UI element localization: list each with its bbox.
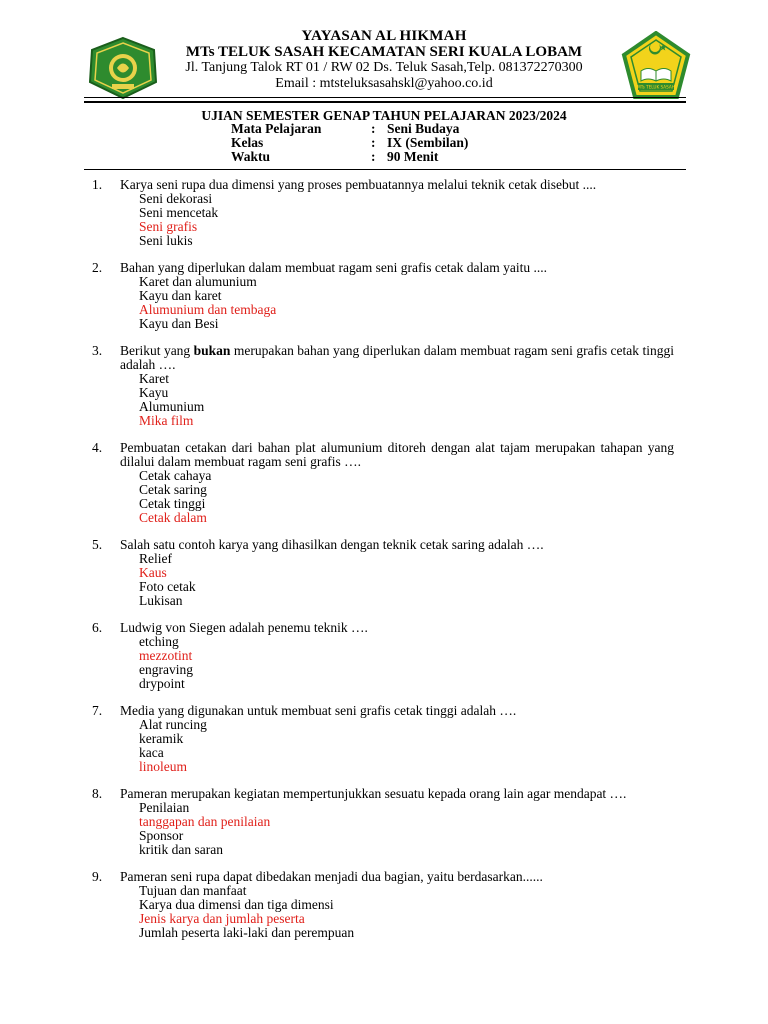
option-correct: Jenis karya dan jumlah peserta [139,911,305,926]
header-divider-thick [84,101,686,103]
option: Kayu dan Besi [139,316,219,331]
svg-text:MTs TELUK SASAH: MTs TELUK SASAH [637,84,675,90]
header-divider-thin [84,97,686,98]
option: Karet [139,371,169,386]
meta-colon: : [371,121,376,136]
question-text: Pameran seni rupa dapat dibedakan menjadi dua bagian, yaitu berdasarkan...... [120,869,543,884]
option: Jumlah peserta laki-laki dan perempuan [139,925,355,940]
option: Seni mencetak [139,205,219,220]
option: Karya dua dimensi dan tiga dimensi [139,897,334,912]
meta-colon: : [371,149,376,164]
meta-value: 90 Menit [387,149,439,164]
option: Cetak saring [139,482,207,497]
question-text: Bahan yang diperlukan dalam membuat ragam seni grafis cetak dalam yaitu .... [120,260,547,275]
option: Penilaian [139,800,190,815]
question-text: Ludwig von Siegen adalah penemu teknik …. [120,620,368,635]
meta-label: Kelas [231,135,264,150]
option: Lukisan [139,593,183,608]
option-correct: tanggapan dan penilaian [139,814,271,829]
option: Kayu dan karet [139,288,222,303]
school-address: Jl. Tanjung Talok RT 01 / RW 02 Ds. Teluk Sasah,Telp. 081372270300 [185,60,583,75]
option: Sponsor [139,828,184,843]
question-number: 6. [92,620,103,635]
school-name: MTs TELUK SASAH KECAMATAN SERI KUALA LOBAM [185,44,583,60]
exam-title: UJIAN SEMESTER GENAP TAHUN PELAJARAN 2023/2024 [201,108,567,123]
option: Alat runcing [139,717,207,732]
option: engraving [139,662,193,677]
question-keyword: bukan [193,343,231,358]
option: Foto cetak [139,579,196,594]
option-correct: Alumunium dan tembaga [139,302,277,317]
question-number: 8. [92,786,103,801]
option: Karet dan alumunium [139,274,257,289]
question-number: 2. [92,260,103,275]
school-email: Email : mtsteluksasahskl@yahoo.co.id [275,76,493,91]
option-correct: Kaus [139,565,167,580]
question-text: Media yang digunakan untuk membuat seni grafis cetak tinggi adalah …. [120,703,517,718]
question-number: 4. [92,440,103,455]
question-text [120,344,674,372]
meta-value: IX (Sembilan) [387,135,469,150]
question-text: Karya seni rupa dua dimensi yang proses pembuatannya melalui teknik cetak disebut .... [120,177,597,192]
question-text: Salah satu contoh karya yang dihasilkan dengan teknik cetak saring adalah …. [120,537,544,552]
meta-label: Waktu [231,149,271,164]
title-divider [84,169,686,170]
question-number: 1. [92,177,103,192]
question-text-start: Berikut yang [120,343,194,358]
option-correct: linoleum [139,759,187,774]
question-number: 9. [92,869,103,884]
option: Tujuan dan manfaat [139,883,247,898]
question-number: 7. [92,703,103,718]
question-number: 3. [92,343,103,358]
meta-label: Mata Pelajaran [231,121,322,136]
option: Relief [139,551,172,566]
option-correct: mezzotint [139,648,193,663]
option-correct: Cetak dalam [139,510,207,525]
option: Cetak tinggi [139,496,206,511]
option: drypoint [139,676,185,691]
option-correct: Mika film [139,413,194,428]
meta-colon: : [371,135,376,150]
option: kaca [139,745,164,760]
option: keramik [139,731,184,746]
option: Alumunium [139,399,205,414]
option: Kayu [139,385,169,400]
option: Seni dekorasi [139,191,213,206]
option: kritik dan saran [139,842,223,857]
option: etching [139,634,179,649]
question-text: Pembuatan cetakan dari bahan plat alumunium ditoreh dengan alat tajam merupakan tahapan yang dilalui dalam membuat ragam seni grafis …. [120,440,674,469]
question-text-end: merupakan bahan yang diperlukan dalam membuat ragam seni grafis cetak tinggi adalah …. [120,343,674,372]
option-correct: Seni grafis [139,219,198,234]
option: Cetak cahaya [139,468,212,483]
question-number: 5. [92,537,103,552]
question-text: Pameran merupakan kegiatan mempertunjukkan sesuatu kepada orang lain agar mendapat …. [120,786,627,801]
option: Seni lukis [139,233,193,248]
foundation-name: YAYASAN AL HIKMAH [301,28,467,44]
meta-value: Seni Budaya [387,121,460,136]
